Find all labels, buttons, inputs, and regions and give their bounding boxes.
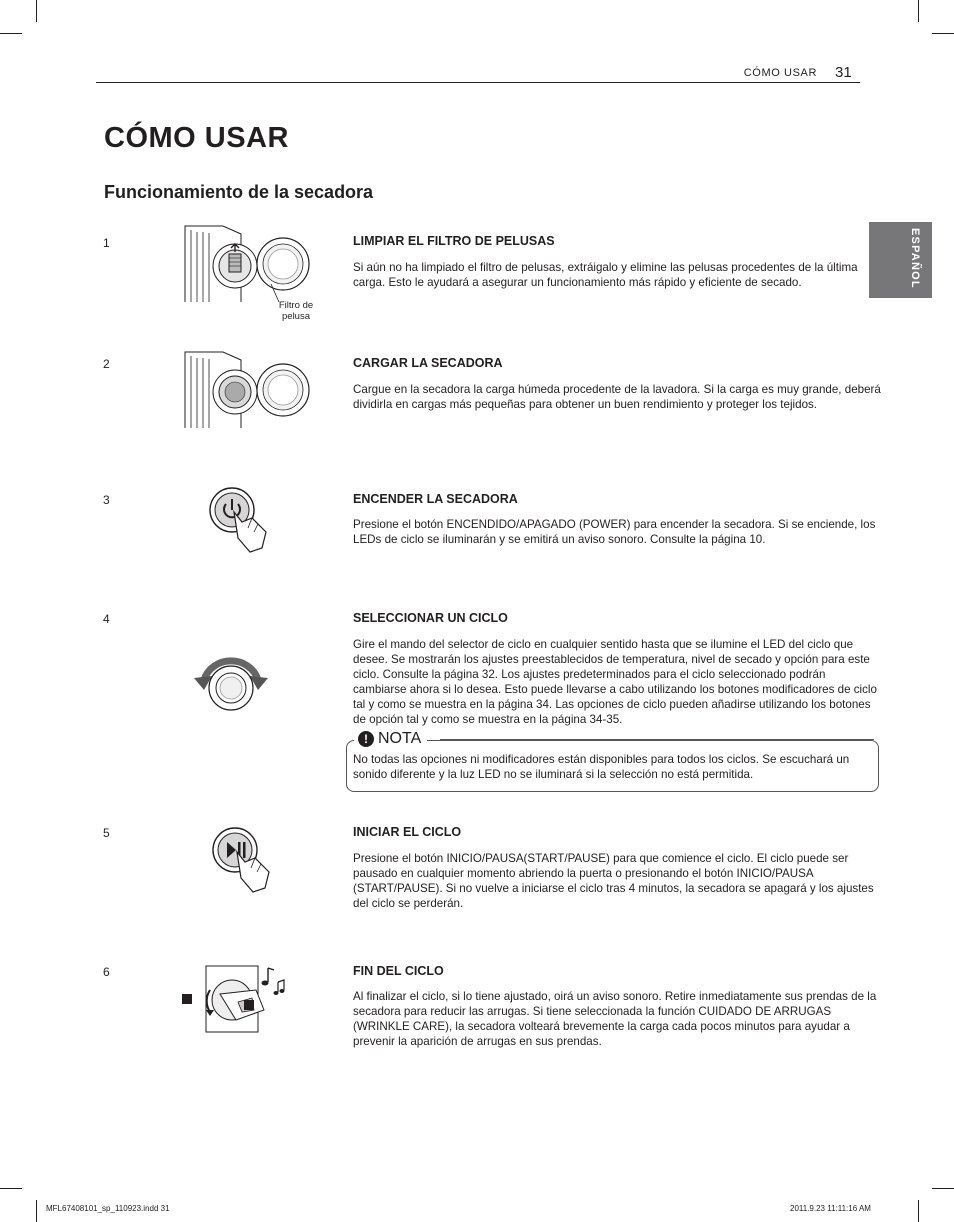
- step-body: Gire el mando del selector de ciclo en cualquier sentido hasta que se ilumine el LED del ciclo que desee. Se mostrarán los ajustes preestablecidos de temperatura, nivel de secado y opción para este ciclo. Consulte la página 32. Los ajustes predeterminados para el ciclo seleccionado podrán cambiarse ahora si lo desea. Esto puede llevarse a cabo utilizando los botones modificadores de ciclo tal y como se muestra en la página 34. Las opciones de ciclo pueden añadirse utilizando los botones de opción tal y como se muestra en la página 34-35.: [353, 638, 877, 726]
- step-body: Si aún no ha limpiado el filtro de pelusas, extráigalo y elimine las pelusas procedentes de la última carga. Esto le ayudará a asegurar un funcionamiento más rápido y eficiente de secado.: [353, 261, 858, 289]
- step-body: Cargue en la secadora la carga húmeda procedente de la lavadora. Si la carga es muy grande, deberá dividirla en cargas más pequeñas para obtener un buen rendimiento y proteger los tejidos.: [353, 383, 881, 411]
- lint-filter-caption: Filtro de pelusa: [278, 300, 314, 322]
- note-header: [354, 729, 427, 749]
- note-divider: [440, 739, 874, 740]
- crop-mark: [36, 0, 37, 22]
- step-title: ENCENDER LA SECADORA: [353, 492, 518, 506]
- step-body: Presione el botón INICIO/PAUSA(START/PAUSE) para que comience el ciclo. El ciclo puede ser pausado en cualquier momento abriendo la puerta o presionando el botón INICIO/PAUSA (START/PAUSE). Si no vuelve a iniciarse el ciclo tras 4 minutos, la secadora se apagará y los ajustes del ciclo se perderán.: [353, 852, 874, 910]
- exclamation-icon: !: [358, 731, 374, 747]
- step-title: SELECCIONAR UN CICLO: [353, 611, 508, 625]
- running-header: [0, 66, 954, 82]
- crop-mark: [0, 1188, 22, 1189]
- header-rule: [96, 82, 860, 83]
- running-header-section: CÓMO USAR: [743, 67, 817, 79]
- page-title: CÓMO USAR: [104, 122, 289, 154]
- language-tab-label: ESPAÑOL: [909, 228, 921, 289]
- end-of-cycle-remove-clothes-illustration: [180, 960, 290, 1036]
- step-number: 5: [103, 826, 110, 840]
- step-number: 4: [103, 612, 110, 626]
- crop-mark: [918, 1200, 919, 1222]
- step-title: LIMPIAR EL FILTRO DE PELUSAS: [353, 234, 555, 248]
- step-number: 2: [103, 357, 110, 371]
- crop-mark: [0, 33, 22, 34]
- step-title: FIN DEL CICLO: [353, 964, 444, 978]
- crop-mark: [932, 1188, 954, 1189]
- note-text: No todas las opciones ni modificadores están disponibles para todos los ciclos. Se escuchará un sonido diferente y la luz LED no se iluminará si la selección no está permitida.: [353, 753, 850, 781]
- start-pause-button-press-illustration: [211, 826, 277, 894]
- crop-mark: [36, 1200, 37, 1222]
- cycle-selector-knob-illustration: [190, 652, 272, 714]
- step-number: 3: [103, 493, 110, 507]
- power-button-press-illustration: [208, 486, 274, 554]
- footer-timestamp: 2011.9.23 11:11:16 AM: [790, 1204, 871, 1213]
- step-number: 1: [103, 236, 110, 250]
- dryer-open-door-illustration: [183, 350, 313, 430]
- step-body: Presione el botón ENCENDIDO/APAGADO (POWER) para encender la secadora. Si se enciende, los LEDs de ciclo se iluminarán y se emitirá un aviso sonoro. Consulte la página 10.: [353, 518, 876, 546]
- step-body: Al finalizar el ciclo, si lo tiene ajustado, oirá un aviso sonoro. Retire inmediatamente sus prendas de la secadora para reducir las arrugas. Si tiene seleccionada la función CUIDADO DE ARRUGAS (WRINKLE CARE), la secadora volteará brevemente la carga cada pocos minutos para ayudar a prevenir la aparición de arrugas en sus prendas.: [353, 990, 877, 1048]
- note-label: NOTA: [378, 730, 422, 747]
- footer-file-slug: MFL67408101_sp_110923.indd 31: [46, 1204, 170, 1213]
- step-title: CARGAR LA SECADORA: [353, 356, 503, 370]
- section-subtitle: Funcionamiento de la secadora: [104, 182, 374, 202]
- crop-mark: [932, 33, 954, 34]
- step-title: INICIAR EL CICLO: [353, 825, 462, 839]
- crop-mark: [918, 0, 919, 22]
- page-number: 31: [835, 64, 852, 81]
- step-number: 6: [103, 965, 110, 979]
- dryer-open-lint-filter-illustration: [183, 224, 313, 304]
